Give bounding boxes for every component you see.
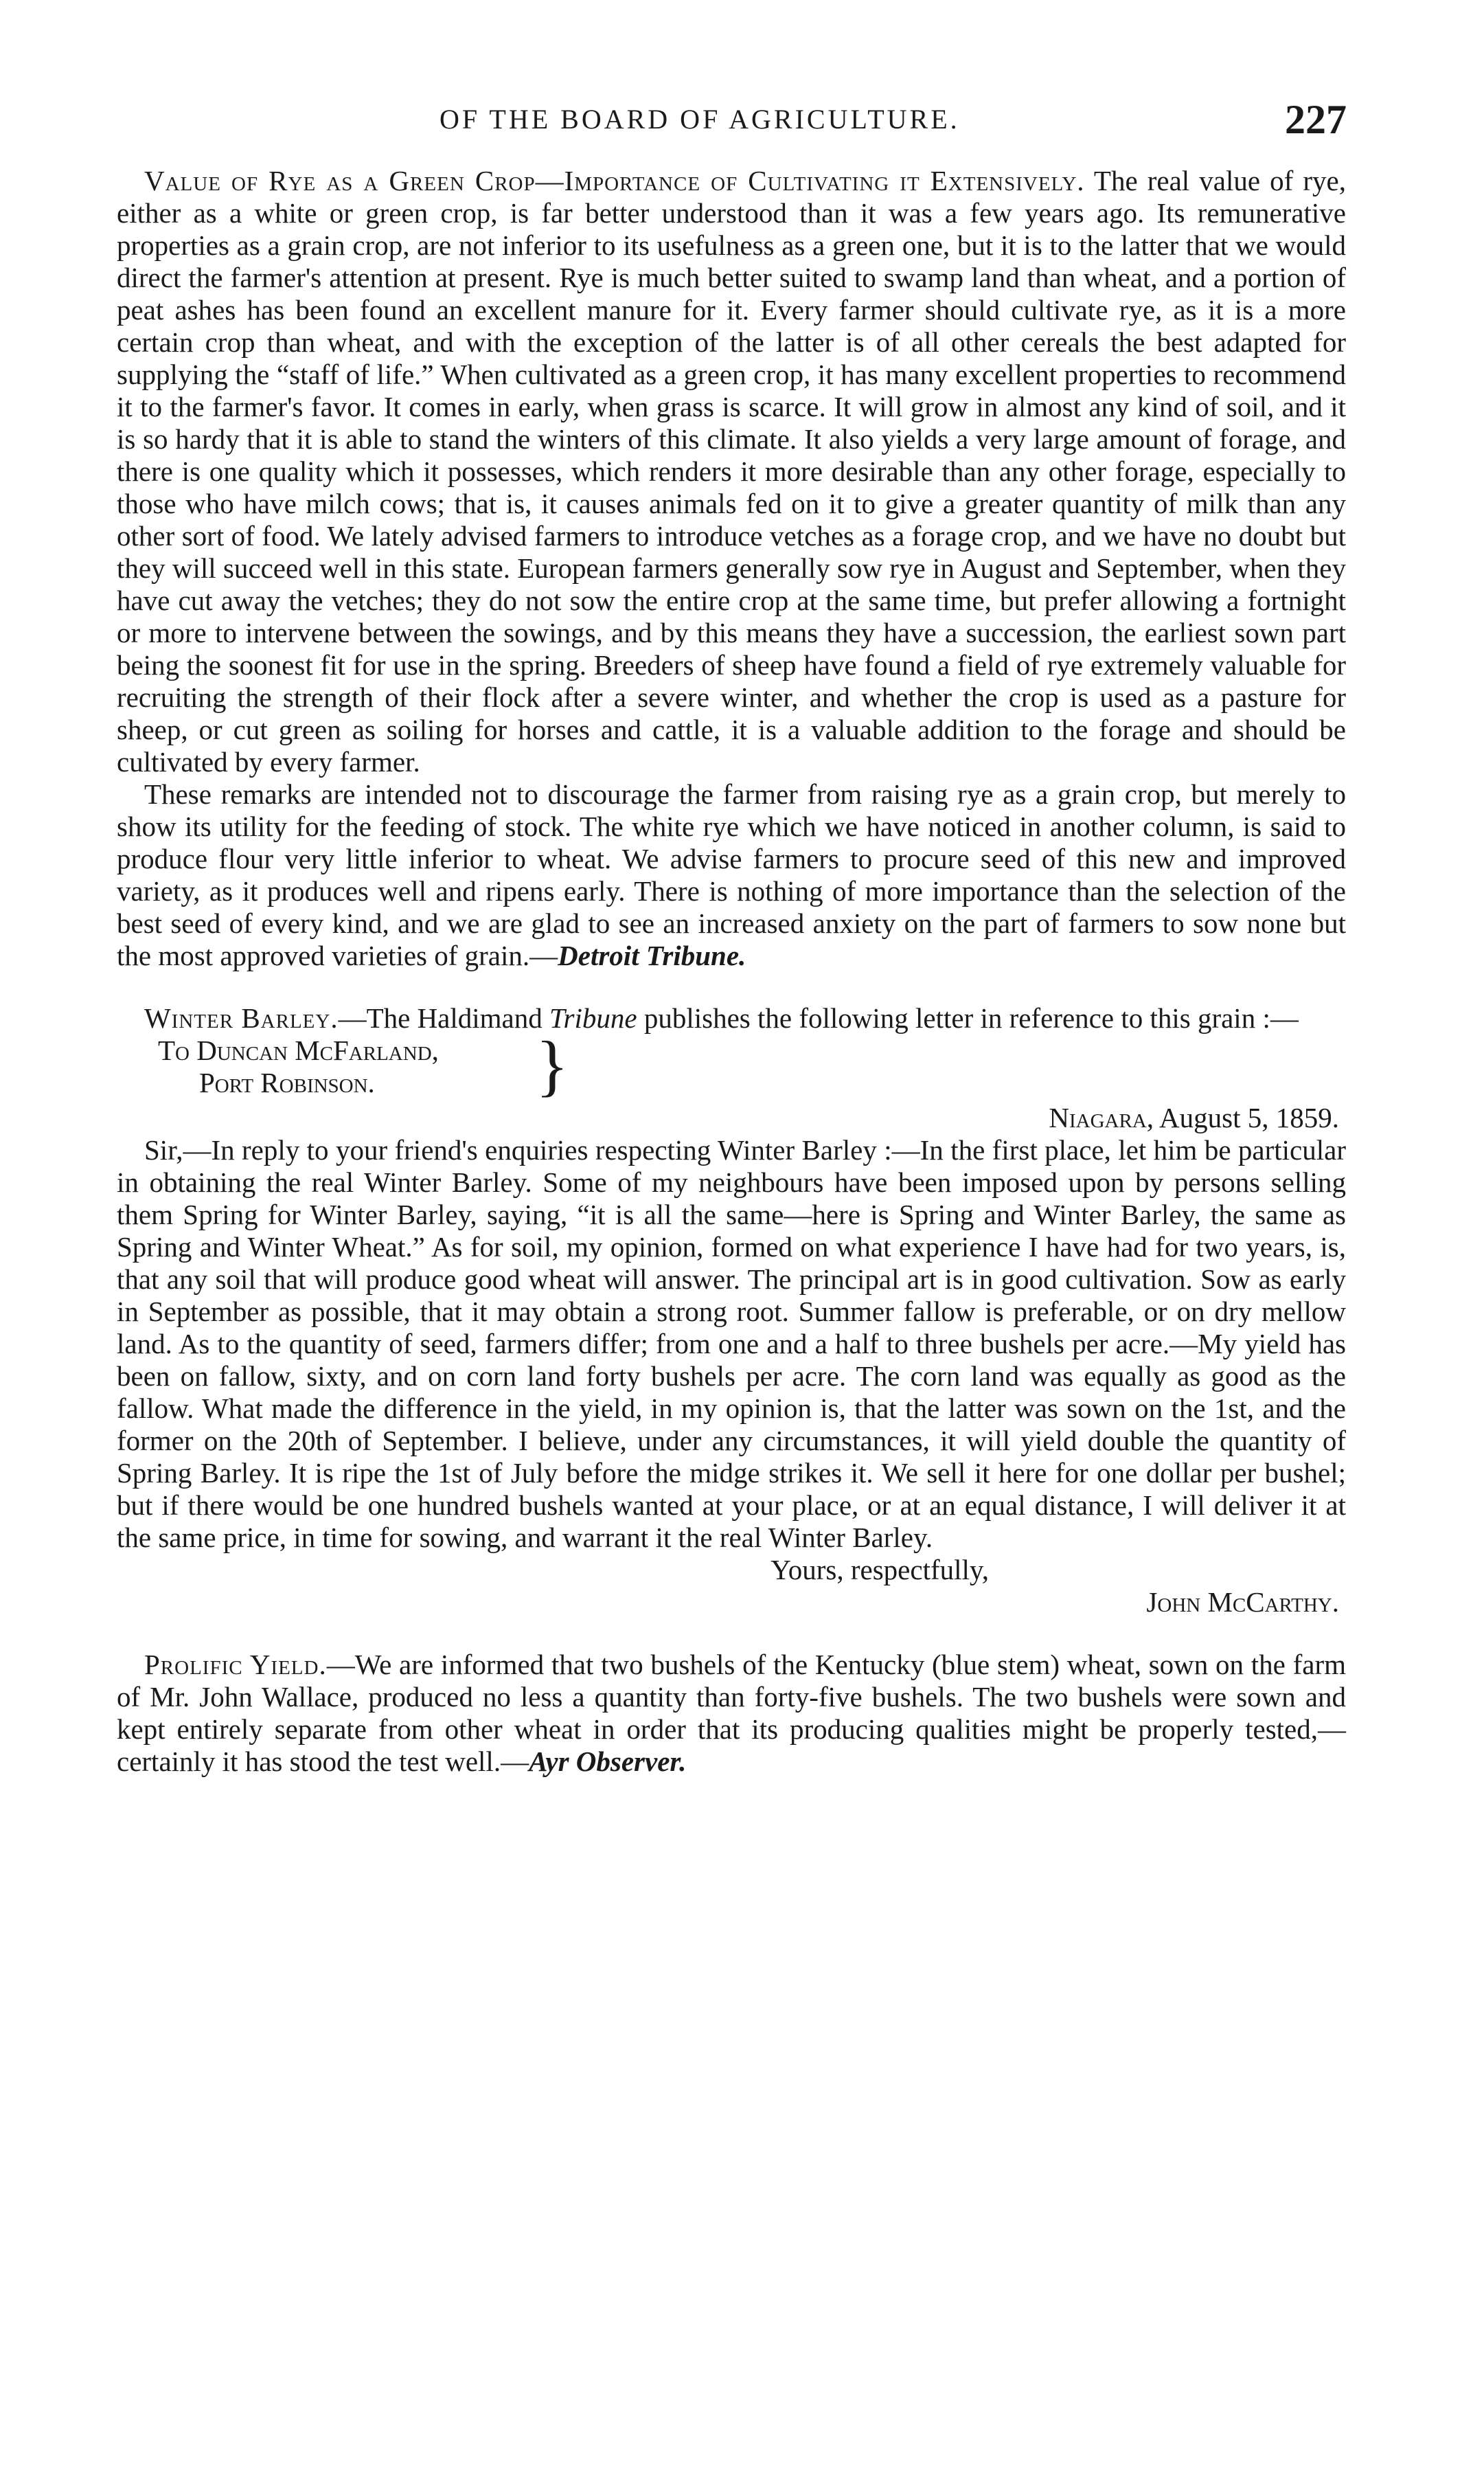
address-brace: } — [536, 1027, 569, 1103]
article-barley-intro — [117, 1002, 1346, 1035]
dateline-place: Niagara, — [1049, 1102, 1154, 1133]
page-number: 227 — [1285, 97, 1347, 142]
letter-address — [158, 1027, 1346, 1103]
article-yield-heading: Prolific Yield. — [144, 1649, 327, 1680]
address-recipient: To Duncan McFarland, — [158, 1035, 439, 1066]
letter-dateline — [117, 1102, 1346, 1134]
article-barley-intro-b: publishes the following letter in reference to this grain :— — [637, 1002, 1299, 1034]
page-header — [124, 96, 1347, 144]
article-barley-paper: Tribune — [549, 1002, 637, 1034]
article-rye-paragraph-1 — [117, 165, 1346, 778]
article-rye-text-2: These remarks are intended not to discourage the farmer from raising rye as a grain crop, but merely to show its utility for the feeding of stock. The white rye which we have noticed in another column, is said to produce flour very little inferior to wheat. We advise farmers to procure seed of this new and improved variety, as it produces well and ripens early. There is nothing of more importance than the selection of the best seed of every kind, and we are glad to see an increased anxiety on the part of farmers to sow none but the most approved varieties of grain.— — [117, 778, 1346, 971]
dateline-date: August 5, 1859. — [1154, 1102, 1339, 1133]
section-gap — [117, 1618, 1346, 1649]
article-yield-paragraph — [117, 1649, 1346, 1778]
letter-closing: Yours, respectfully, — [770, 1554, 989, 1585]
article-barley-intro-a: —The Haldimand — [338, 1002, 549, 1034]
article-rye-text-1: The real value of rye, either as a white or green crop, is far better understood than it was a few years ago. Its remunerative properties as a grain crop, are not inferior to its usefulness as a green one, but it is to the latter that we would direct the farmer's attention at present. Rye is much better suited to swamp land than wheat, and a portion of peat ashes has been found an excellent manure for it. Every farmer should cultivate rye, as it is a more certain crop than wheat, and with the exception of the latter is of all other cereals the best adapted for supplying the “staff of life.” When cultivated as a green crop, it has many excellent properties to recommend it to the farmer's favor. It comes in early, when grass is scarce. It will grow in almost any kind of soil, and it is so hardy that it is able to stand the winters of this climate. It also yields a very large amount of forage, and there is one quality which it possesses, which renders it more desirable than any other forage, especially to those who have milch cows; that is, it causes animals fed on it to give a greater quantity of milk than any other sort of food. We lately advised farmers to introduce vetches as a forage crop, and we have no doubt but they will succeed well in this state. European farmers generally sow rye in August and September, when they have cut away the vetches; they do not sow the entire crop at the same time, but prefer allowing a fortnight or more to intervene between the sowings, and by this means they have a succession, the earliest sown part being the soonest fit for use in the spring. Breeders of sheep have found a field of rye extremely valuable for recruiting the strength of their flock after a severe winter, and whether the crop is used as a pasture for sheep, or cut green as soiling for horses and cattle, it is a valuable addition to the forage and should be cultivated by every farmer. — [117, 165, 1346, 778]
article-barley-heading: Winter Barley. — [144, 1002, 339, 1034]
page-body — [117, 165, 1346, 1778]
letter-body: Sir,—In reply to your friend's enquiries respecting Winter Barley :—In the first place, let him be particular in obtaining the real Winter Barley. Some of my neighbours have been imposed upon by persons selling them Spring for Winter Barley, saying, “it is all the same—here is Spring and Winter Barley, the same as Spring and Winter Wheat.” As for soil, my opinion, formed on what experience I have had for two years, is, that any soil that will produce good wheat will answer. The principal art is in good cultivation. Sow as early in September as possible, that it may obtain a strong root. Summer fallow is preferable, or on dry mellow land. As to the quantity of seed, farmers differ; from one and a half to three bushels per acre.—My yield has been on fallow, sixty, and on corn land forty bushels per acre. The corn land was equally as good as the fallow. What made the difference in the yield, in my opinion is, that the latter was sown on the 1st, and the former on the 20th of September. I believe, under any circumstances, it will yield double the quantity of Spring Barley. It is ripe the 1st of July before the midge strikes it. We sell it here for one dollar per bushel; but if there would be one hundred bushels wanted at your place, or at an equal distance, I will deliver it at the same price, in time for sowing, and warrant it the real Winter Barley. — [117, 1134, 1346, 1553]
article-rye-source: Detroit Tribune. — [558, 940, 746, 971]
article-yield-source: Ayr Observer. — [529, 1746, 687, 1777]
article-yield-text: —We are informed that two bushels of the Kentucky (blue stem) wheat, sown on the farm of Mr. John Wallace, produced no less a quantity than forty-five bushels. The two bushels were sown and kept entirely separate from other wheat in order that its producing qualities might be properly tested,—certainly it has stood the test well.— — [117, 1649, 1346, 1777]
article-rye-paragraph-2 — [117, 778, 1346, 972]
section-gap — [117, 972, 1346, 1002]
address-place: Port Robinson. — [199, 1067, 375, 1098]
running-head: OF THE BOARD OF AGRICULTURE. — [440, 104, 960, 135]
letter-signature: John McCarthy. — [1146, 1586, 1339, 1618]
article-rye-heading: Value of Rye as a Green Crop—Importance of Cultivating it Extensively. — [144, 165, 1085, 196]
